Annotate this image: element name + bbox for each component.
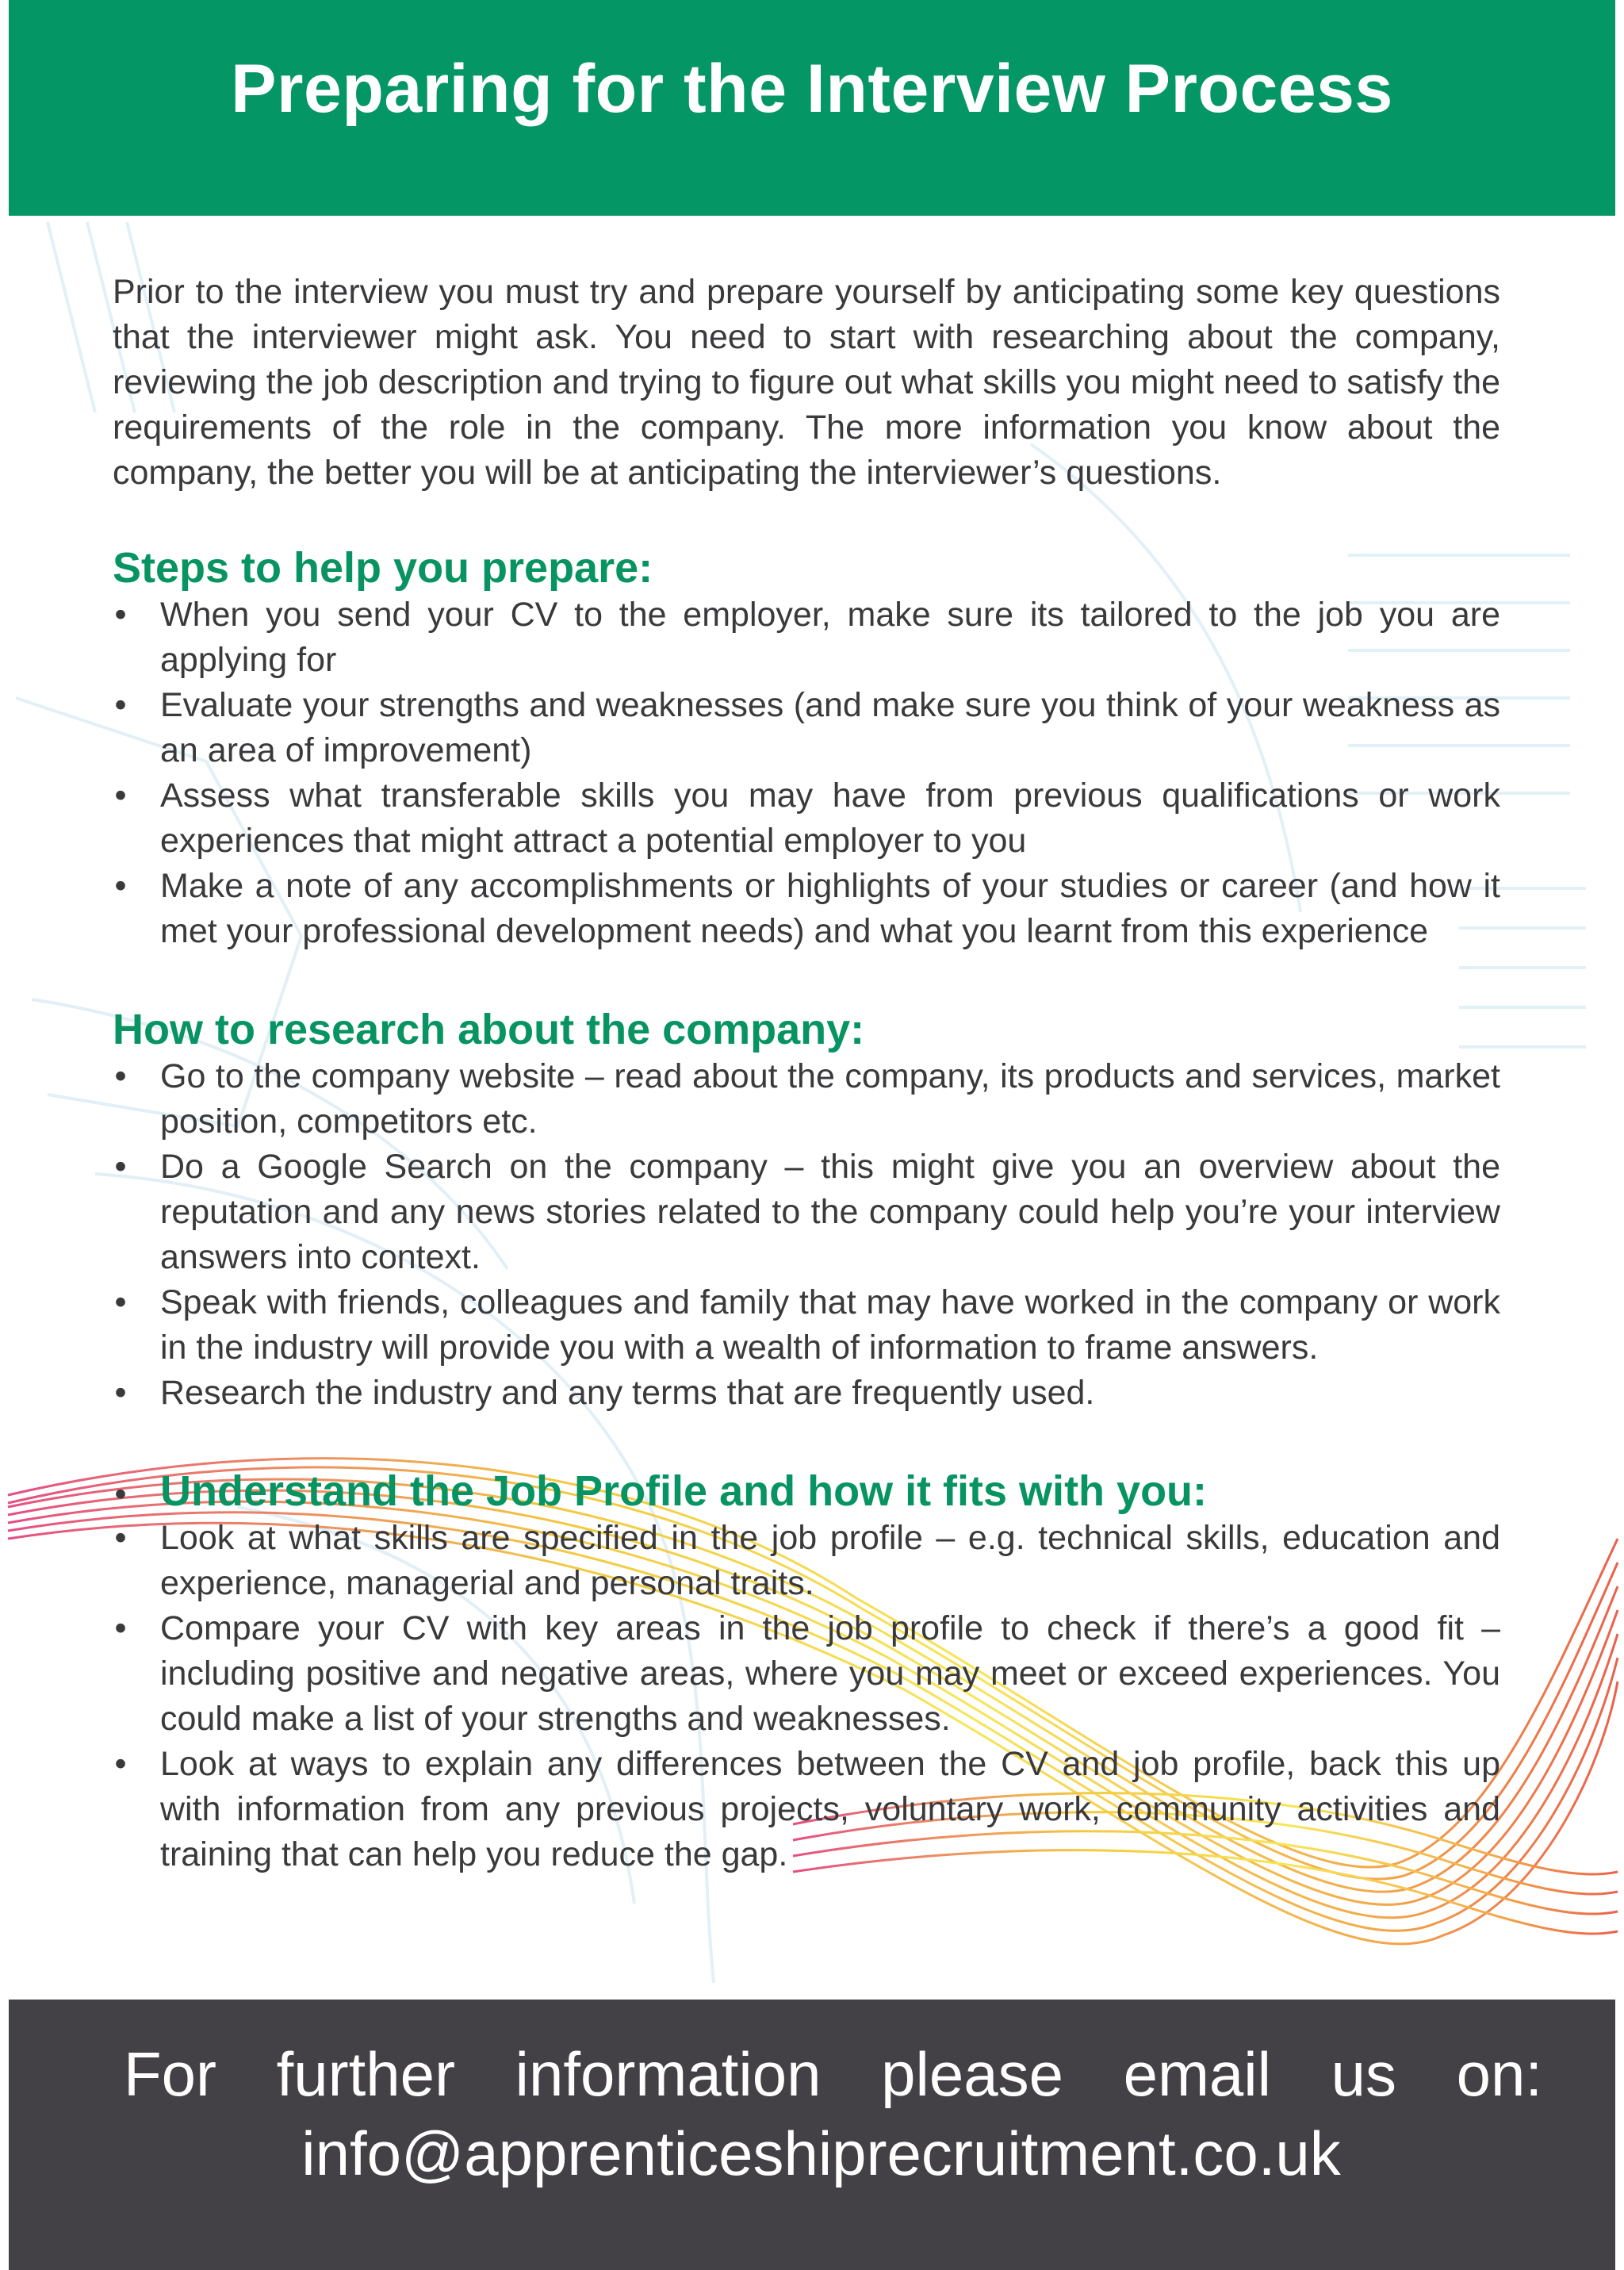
list-item-text: Look at ways to explain any differences between the CV and job profile, back this up with information from any previous projects, voluntary work, community activities and training that can help you reduce the gap. [160, 1745, 1500, 1873]
bullet-icon: • [114, 1519, 127, 1557]
bullet-icon: • [114, 1148, 127, 1186]
bullet-icon: • [114, 1374, 127, 1412]
bullet-list [113, 1054, 1500, 1416]
list-item-text: Research the industry and any terms that are frequently used. [160, 1374, 1095, 1412]
bullet-icon: • [114, 686, 127, 724]
section-title: Steps to help you prepare: [113, 544, 653, 592]
list-item-text: Evaluate your strengths and weaknesses (and make sure you think of your weakness as an area of improvement) [160, 686, 1500, 769]
list-item [113, 1606, 1500, 1742]
bullet-icon: • [114, 1283, 127, 1321]
footer-message: For further information please email us on: [124, 2039, 1542, 2109]
list-item [113, 592, 1500, 683]
list-item [113, 1742, 1500, 1877]
list-item-text: Compare your CV with key areas in the job profile to check if there’s a good fit – including positive and negative areas, where you may meet or exceed experiences. You could make a list of your strengths and weaknesses. [160, 1609, 1500, 1738]
list-item-text: Go to the company website – read about the company, its products and services, market position, competitors etc. [160, 1057, 1500, 1141]
list-item [113, 773, 1500, 864]
list-item [113, 1145, 1500, 1280]
list-item [113, 1371, 1500, 1416]
section-steps-to-prepare [113, 543, 1500, 954]
contact-email-link[interactable]: info@apprenticeshiprecruitment.co.uk [301, 2119, 1341, 2188]
bullet-icon: • [114, 776, 127, 815]
list-item [113, 1516, 1500, 1606]
list-item [113, 1054, 1500, 1145]
list-item-text: Assess what transferable skills you may have from previous qualifications or work experiences that might attract a potential employer to you [160, 776, 1500, 860]
list-item [113, 864, 1500, 954]
section-job-profile [113, 1467, 1500, 1877]
bullet-list [113, 1516, 1500, 1877]
section-title [113, 1467, 1500, 1516]
intro-paragraph: Prior to the interview you must try and prepare yourself by anticipating some key questions that the interviewer might ask. You need to start with researching about the company, reviewing the job description and trying to figure out what skills you might need to satisfy the requirements of the role in the company. The more information you know about the company, the better you will be at anticipating the interviewer’s questions. [113, 273, 1500, 492]
main-content [113, 270, 1500, 1928]
list-item-text: Speak with friends, colleagues and family that may have worked in the company or work in the industry will provide you with a wealth of information to frame answers. [160, 1283, 1500, 1367]
section-title-text: Understand the Job Profile and how it fits with you: [160, 1467, 1208, 1515]
list-item-text: Do a Google Search on the company – this might give you an overview about the reputation and any news stories related to the company could help you’re your interview answers into context. [160, 1148, 1500, 1276]
list-item-text: Make a note of any accomplishments or highlights of your studies or career (and how it met your professional development needs) and what you learnt from this experience [160, 867, 1500, 950]
bullet-icon: • [114, 867, 127, 905]
section-title: How to research about the company: [113, 1006, 865, 1053]
list-item-text: When you send your CV to the employer, make sure its tailored to the job you are applying for [160, 596, 1500, 679]
bullet-icon: • [114, 596, 127, 634]
section-research-company [113, 1005, 1500, 1416]
bullet-icon: • [114, 1745, 127, 1783]
list-item-text: Look at what skills are specified in the job profile – e.g. technical skills, education and experience, managerial and personal traits. [160, 1519, 1500, 1602]
list-item [113, 683, 1500, 773]
list-item [113, 1280, 1500, 1371]
title-banner [9, 0, 1615, 216]
bullet-icon: • [114, 1609, 127, 1647]
contact-footer [9, 2000, 1615, 2270]
bullet-icon: • [114, 1057, 127, 1095]
bullet-list [113, 592, 1500, 954]
bullet-icon: • [114, 1475, 127, 1513]
page-title: Preparing for the Interview Process [231, 50, 1393, 127]
